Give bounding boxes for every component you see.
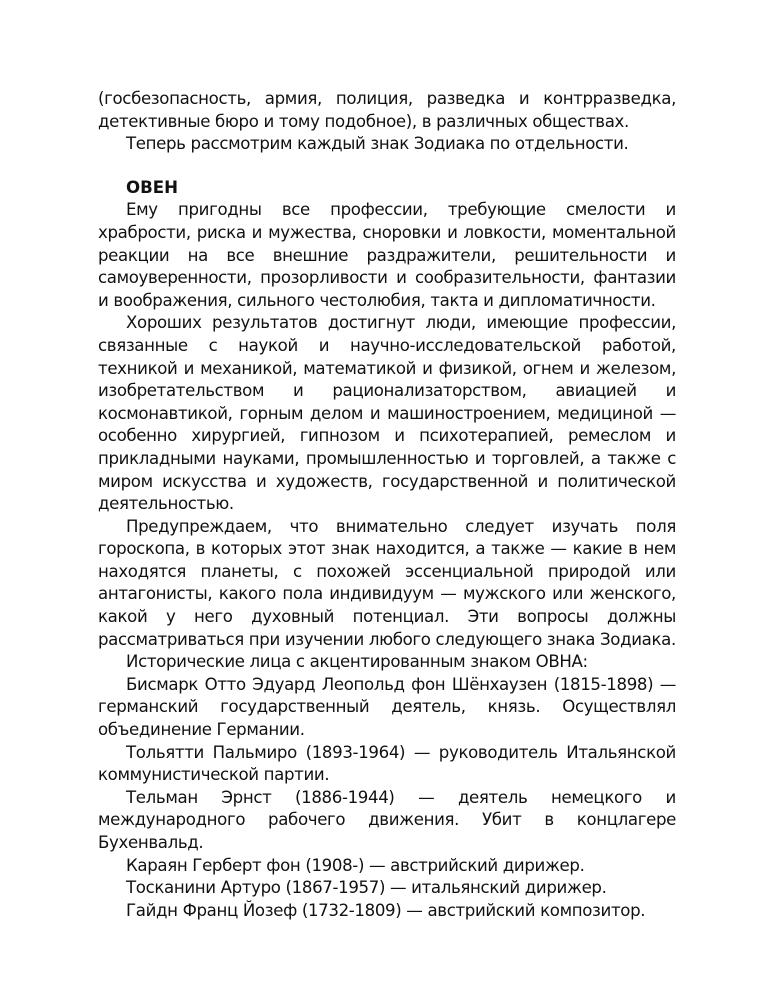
body-paragraph: Хороших результатов достигнут люди, имеющие профессии, связанные с наукой и научно-исследовательской работой, техникой и механикой, математикой и физикой, огнем и железом, изобретательством и рационализаторством, авиацией и космонавтикой, горным делом и машиностроением, медициной — особенно хирургией, гипнозом и психотерапией, ремеслом и прикладными науками, промышленностью и торговлей, а также с миром искусства и художеств, государственной и политической деятельностью. <box>98 313 676 514</box>
body-paragraph: Ему пригодны все профессии, требующие смелости и храбрости, риска и мужества, сноровки и ловкости, моментальной реакции на все внешние раздражители, решительности и самоуверенности, прозорливости и сообразительности, фантазии и воображения, сильного честолюбия, такта и дипломатичности. <box>98 200 676 310</box>
body-paragraph: Предупреждаем, что внимательно следует изучать поля гороскопа, в которых этот знак находится, а также — какие в нем находятся планеты, с похожей эссенциальной природой или антагонисты, какого пола индивидуум — мужского или женского, какой у него духовный потенциал. Эти вопросы должны рассматриваться при изучении любого следующего знака Зодиака. <box>98 516 676 649</box>
list-item: Тольятти Пальмиро (1893-1964) — руководитель Итальянской коммунистической партии. <box>98 742 676 785</box>
intro-continuation-paragraph: (госбезопасность, армия, полиция, разведка и контрразведка, детективные бюро и тому подобное), в различных обществах. <box>98 89 676 131</box>
document-page <box>98 88 676 922</box>
intro-next-paragraph: Теперь рассмотрим каждый знак Зодиака по отдельности. <box>126 134 629 154</box>
section-heading: ОВЕН <box>126 177 178 197</box>
list-intro-paragraph: Исторические лица с акцентированным знаком ОВНА: <box>126 652 588 672</box>
list-item: Караян Герберт фон (1908-) — австрийский дирижер. <box>126 855 585 875</box>
list-item: Тосканини Артуро (1867-1957) — итальянский дирижер. <box>126 878 607 898</box>
list-item: Бисмарк Отто Эдуард Леопольд фон Шёнхаузен (1815-1898) — германский государственный деятель, князь. Осуществлял объединение Германии. <box>98 674 676 740</box>
list-item: Гайдн Франц Йозеф (1732-1809) — австрийский композитор. <box>126 900 646 920</box>
list-item: Тельман Эрнст (1886-1944) — деятель немецкого и международного рабочего движения. Убит в концлагере Бухенвальд. <box>98 787 676 852</box>
